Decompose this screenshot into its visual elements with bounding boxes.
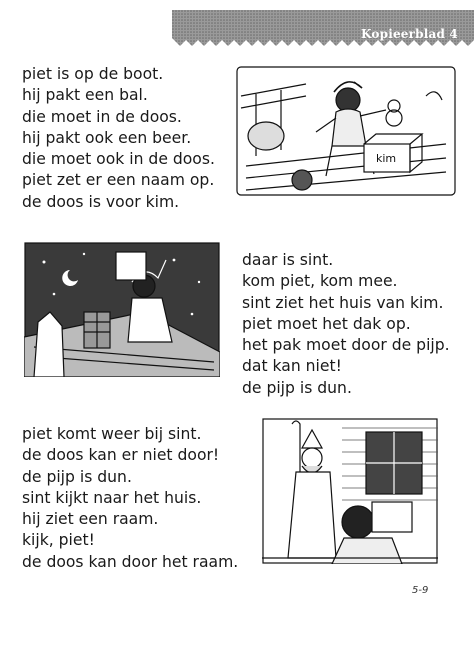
poem-line: het pak moet door de pijp. [242,336,450,355]
poem-line: de pijp is dun. [242,378,352,397]
poem-line: de pijp is dun. [22,467,132,486]
poem-line: kom piet, kom mee. [242,272,398,291]
poem-line: dat kan niet! [242,357,342,376]
poem-line: die moet in de doos. [22,107,182,126]
poem-line: hij pakt een bal. [22,86,148,105]
poem-section-3 [22,424,238,573]
poem-line: sint ziet het huis van kim. [242,293,444,312]
poem-line: hij pakt ook een beer. [22,128,192,147]
poem-line: piet moet het dak op. [242,314,411,333]
poem-line: de doos kan door het raam. [22,552,239,571]
poem-line: sint kijkt naar het huis. [22,488,202,507]
poem-section-1 [22,64,215,213]
poem-line: de doos is voor kim. [22,192,180,211]
poem-line: die moet ook in de doos. [22,150,215,169]
poem-line: piet is op de boot. [22,65,164,83]
poem-section-2 [242,250,450,399]
illustration-piet-on-roof [24,242,220,377]
poem-line: daar is sint. [242,251,334,269]
poem-line: de doos kan er niet door! [22,446,220,465]
poem-line: piet zet er een naam op. [22,171,215,190]
poem-line: piet komt weer bij sint. [22,425,202,443]
page-number: 5-9 [412,585,429,596]
poem-line: kijk, piet! [22,531,95,550]
header-band [172,10,474,46]
illustration-piet-on-boat [236,66,456,196]
illustration-sint-at-window [262,418,438,564]
page-title: Kopieerblad 4 [361,27,458,41]
poem-line: hij ziet een raam. [22,510,159,529]
box-label-kim: kim [376,152,397,165]
